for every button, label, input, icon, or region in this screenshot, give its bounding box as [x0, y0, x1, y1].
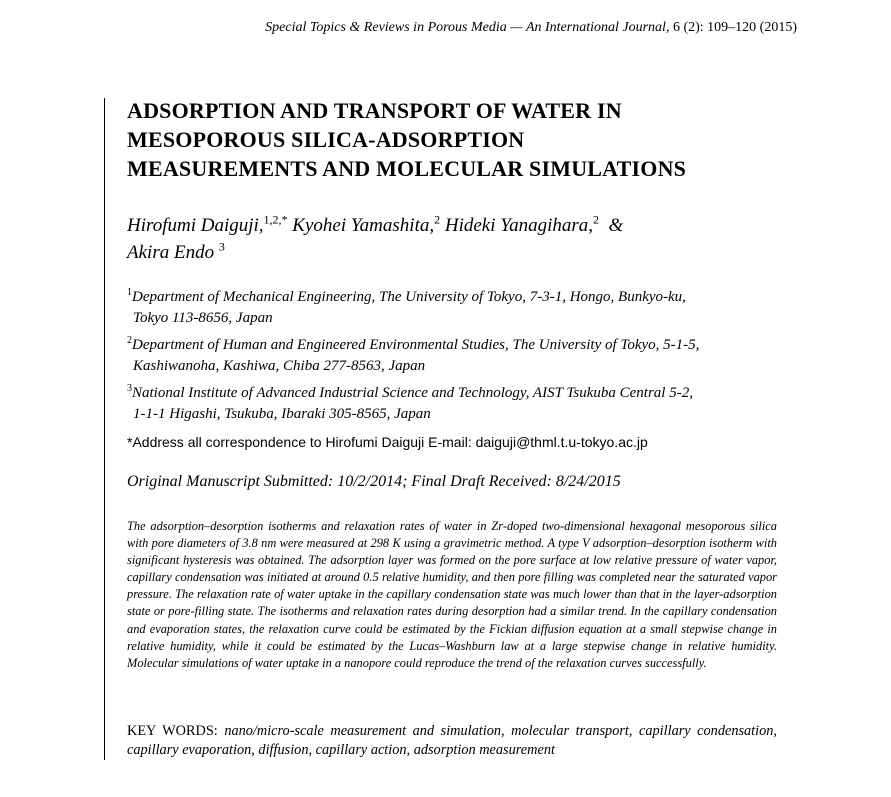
title-line: MESOPOROUS SILICA-ADSORPTION [127, 127, 525, 152]
manuscript-dates: Original Manuscript Submitted: 10/2/2014; Final Draft Received: 8/24/2015 [127, 473, 621, 490]
affiliation [127, 335, 787, 377]
author-name: Hideki Yanagihara, [444, 215, 593, 236]
journal-header [265, 20, 797, 36]
keywords-label: KEY WORDS: [127, 723, 218, 739]
journal-name: Special Topics & Reviews in Porous Media — An International Journal, [265, 20, 670, 35]
author-name: Hirofumi Daiguji, [127, 215, 264, 236]
affiliation [127, 287, 787, 329]
affiliation-marker: 2 [127, 335, 132, 346]
author-name: Kyohei Yamashita, [292, 215, 435, 236]
title-line: ADSORPTION AND TRANSPORT OF WATER IN [127, 98, 622, 123]
journal-volume: 6 (2): 109–120 (2015) [672, 20, 797, 35]
author-affil-marker: 2 [434, 212, 441, 227]
author-name: Akira Endo [127, 242, 215, 263]
title-line: MEASUREMENTS AND MOLECULAR SIMULATIONS [127, 156, 687, 181]
affiliation-text: 1-1-1 Higashi, Tsukuba, Ibaraki 305-8565, Japan [133, 406, 431, 422]
author-affil-marker: 3 [218, 239, 225, 254]
affiliation-text: Department of Mechanical Engineering, The University of Tokyo, 7-3-1, Hongo, Bunkyo-ku, [132, 289, 686, 305]
affiliation-list [127, 287, 787, 431]
affiliation-marker: 3 [127, 383, 132, 394]
author-conjunction: & [608, 215, 624, 236]
author-affil-marker: 1,2,* [263, 212, 288, 227]
keywords-text: nano/micro-scale measurement and simulation, molecular transport, capillary condensation, capillary evaporation, diffusion, capillary action, adsorption measurement [127, 723, 777, 758]
abstract: The adsorption–desorption isotherms and relaxation rates of water in Zr-doped two-dimensional hexagonal mesoporous silica with pore diameters of 3.8 nm were measured at 298 K using a gravimetric method. A type V adsorption–desorption isotherm with significant hysteresis was obtained. The adsorption layer was formed on the pore surface at low relative pressure of water vapor, capillary condensation was initiated at around 0.5 relative humidity, and then pore filling was completed near the saturated vapor pressure. The relaxation rate of water uptake in the capillary condensation state was much lower than that in the layer-adsorption state or pore-filling state. The isotherms and relaxation rates during desorption had a similar trend. In the capillary condensation and evaporation states, the relaxation curve could be estimated by the Fickian diffusion equation at a small stepwise change in relative humidity, while it could be estimated by the Lucas–Washburn law at a large stepwise change in relative humidity. Molecular simulations of water uptake in a nanopore could reproduce the trend of the relaxation curves successfully. [127, 519, 777, 670]
affiliation-marker: 1 [127, 287, 132, 298]
left-vertical-rule [104, 98, 105, 760]
affiliation-text: Department of Human and Engineered Environmental Studies, The University of Tokyo, 5-1-5, [132, 337, 700, 353]
keywords [127, 722, 777, 760]
correspondence-address: *Address all correspondence to Hirofumi Daiguji E-mail: daiguji@thml.t.u-tokyo.ac.jp [127, 434, 648, 450]
author-list [127, 212, 747, 266]
author-affil-marker: 2 [593, 212, 599, 227]
affiliation [127, 383, 787, 425]
affiliation-text: Kashiwanoha, Kashiwa, Chiba 277-8563, Japan [133, 358, 426, 374]
affiliation-text: Tokyo 113-8656, Japan [133, 310, 273, 326]
paper-title [127, 96, 827, 183]
affiliation-text: National Institute of Advanced Industrial Science and Technology, AIST Tsukuba Central 5-2, [132, 385, 693, 401]
